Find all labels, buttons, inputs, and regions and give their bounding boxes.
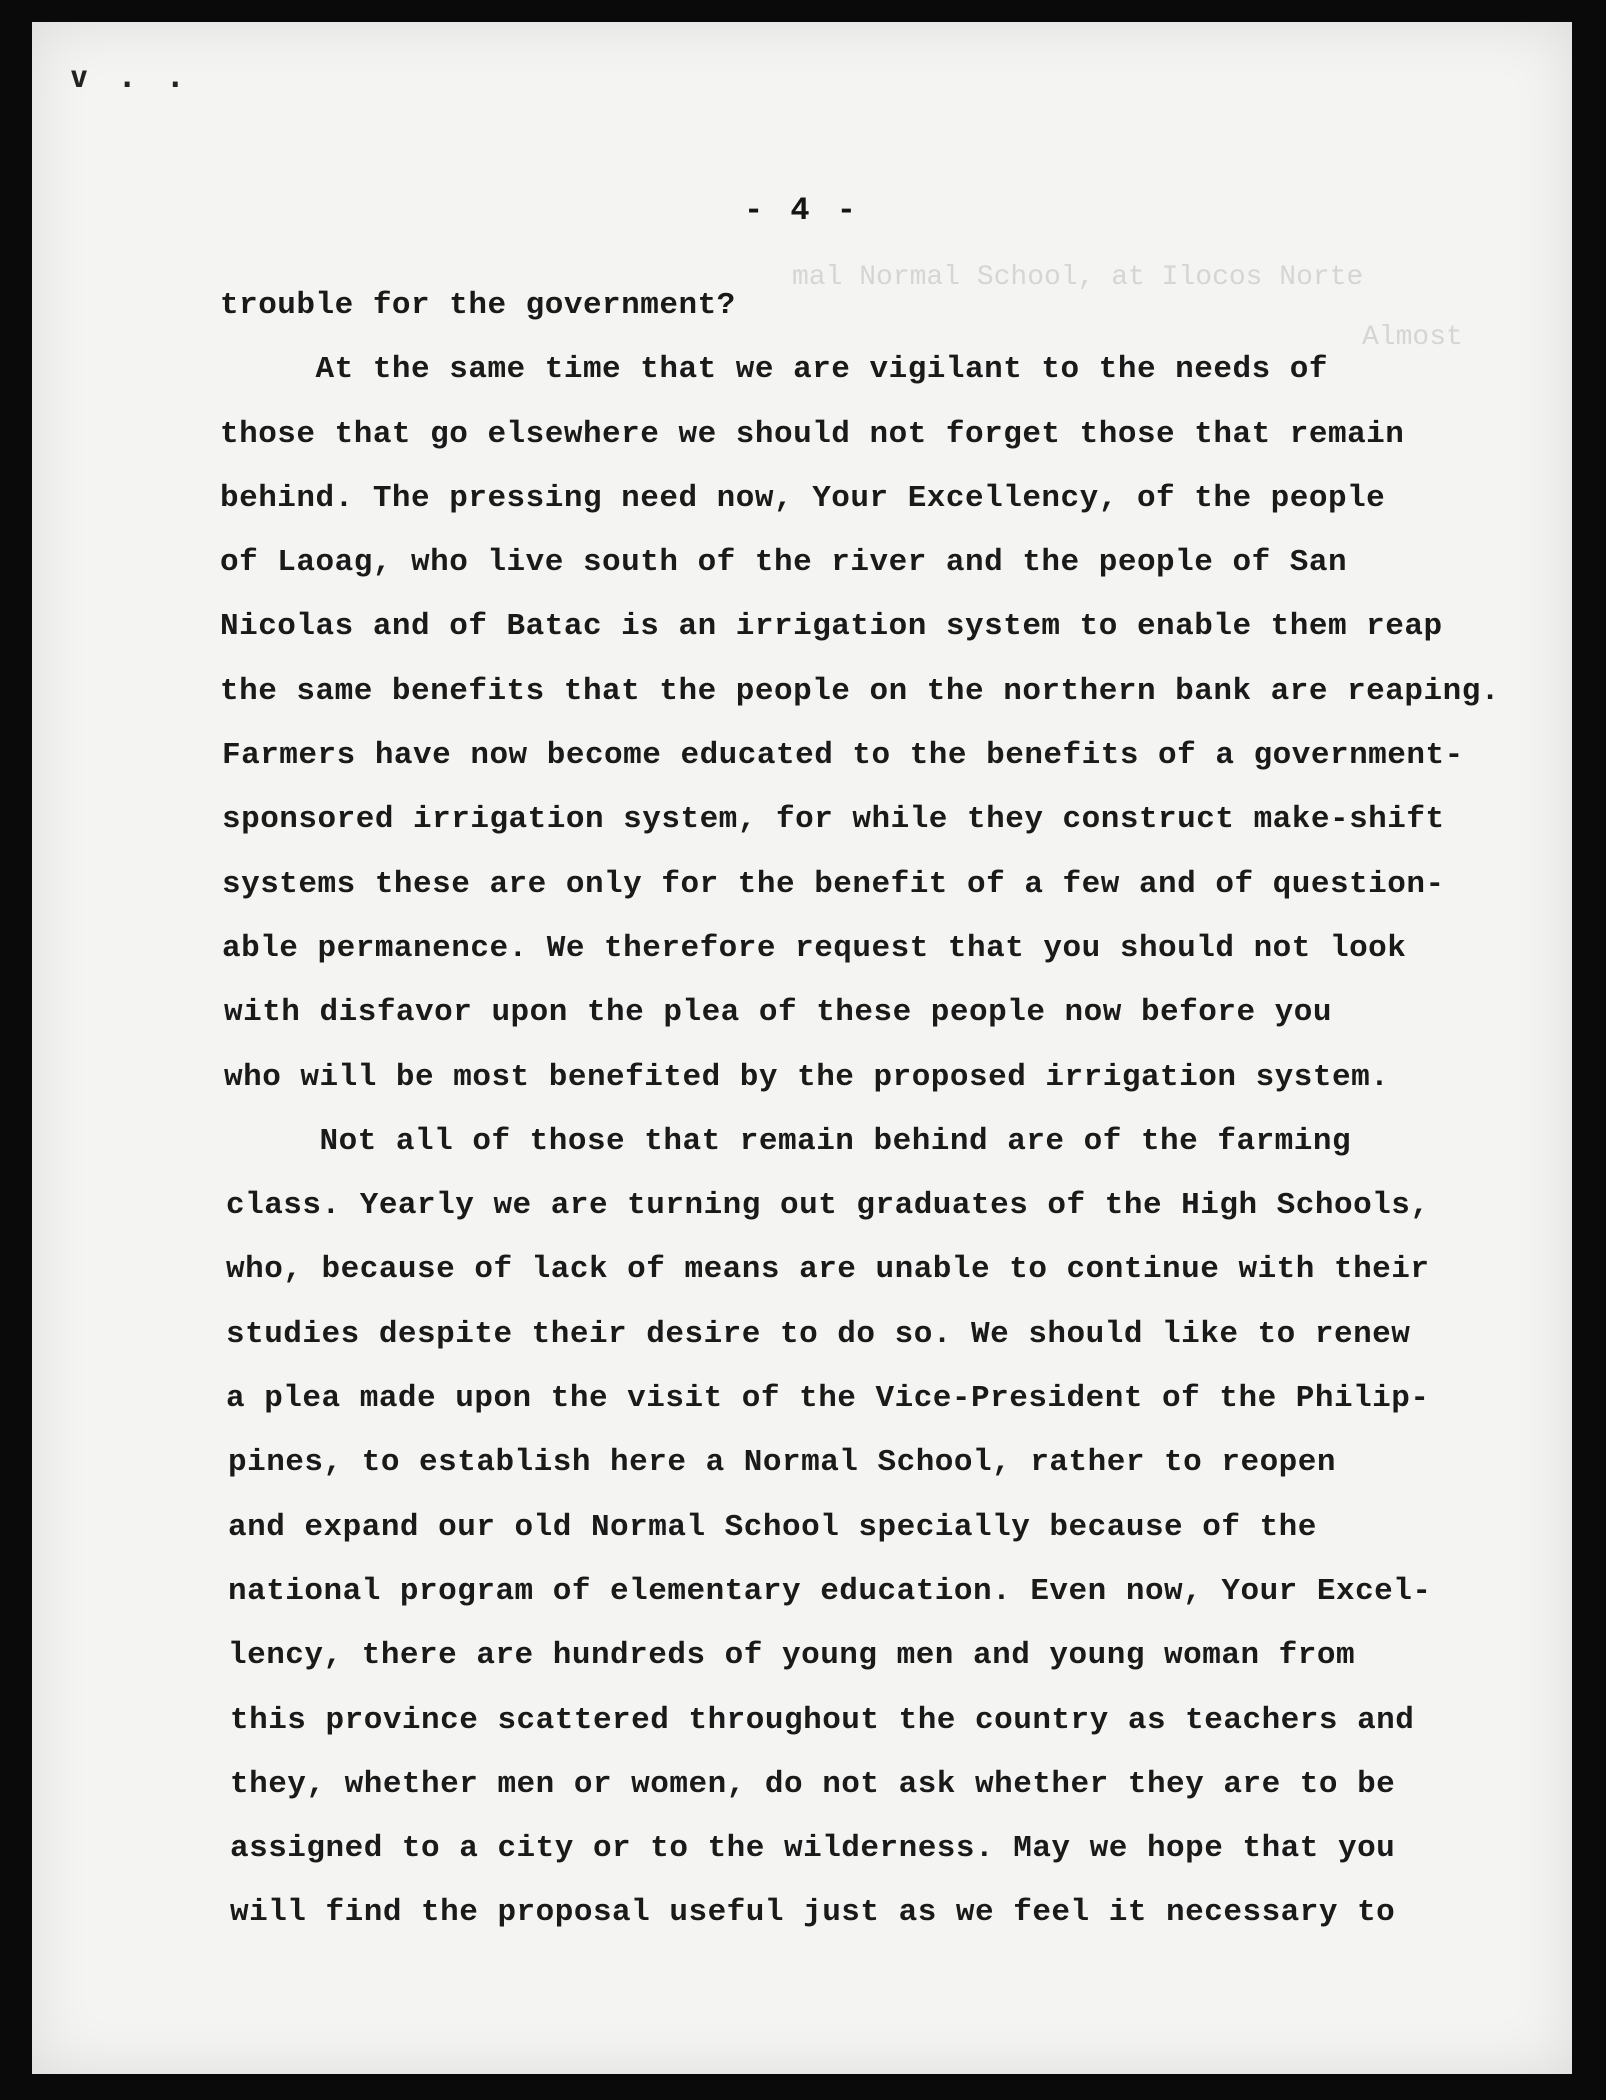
text-line: Farmers have now become educated to the benefits of a government-: [222, 738, 1464, 774]
text-line: and expand our old Normal School specially because of the: [228, 1509, 1317, 1545]
text-line: those that go elsewhere we should not forget those that remain: [220, 416, 1405, 452]
text-line: studies despite their desire to do so. We should like to renew: [226, 1316, 1411, 1352]
page-number: - 4 -: [743, 192, 860, 229]
text-line: who will be most benefited by the proposed irrigation system.: [224, 1059, 1390, 1095]
text-line: systems these are only for the benefit of a few and of question-: [222, 866, 1445, 902]
text-line: sponsored irrigation system, for while they construct make-shift: [222, 802, 1445, 838]
text-line: they, whether men or women, do not ask whether they are to be: [230, 1766, 1396, 1802]
text-line: with disfavor upon the plea of these people now before you: [224, 995, 1332, 1031]
text-line: will find the proposal useful just as we feel it necessary to: [230, 1895, 1396, 1931]
text-line: Nicolas and of Batac is an irrigation system to enable them reap: [220, 609, 1443, 645]
bleed-through-text: Almost: [1362, 322, 1463, 353]
text-line: class. Yearly we are turning out graduates of the High Schools,: [226, 1188, 1430, 1224]
text-line: Not all of those that remain behind are of the farming: [224, 1123, 1352, 1159]
text-line: lency, there are hundreds of young men and young woman from: [228, 1638, 1356, 1674]
text-line: national program of elementary education. Even now, Your Excel-: [228, 1573, 1432, 1609]
text-line: trouble for the government?: [220, 288, 736, 323]
text-line: able permanence. We therefore request that you should not look: [222, 930, 1407, 966]
text-line: pines, to establish here a Normal School, rather to reopen: [228, 1445, 1336, 1481]
text-line: At the same time that we are vigilant to the needs of: [220, 352, 1328, 388]
letter-body: [220, 274, 1572, 1946]
text-line: this province scattered throughout the country as teachers and: [230, 1702, 1415, 1738]
bleed-through-text: mal Normal School, at Ilocos Norte: [792, 262, 1364, 293]
text-line: who, because of lack of means are unable to continue with their: [226, 1252, 1430, 1288]
typed-page: [32, 22, 1572, 2074]
text-line: behind. The pressing need now, Your Excellency, of the people: [220, 480, 1386, 516]
corner-mark: v . .: [70, 60, 191, 95]
text-line: assigned to a city or to the wilderness. May we hope that you: [230, 1831, 1396, 1867]
text-line: a plea made upon the visit of the Vice-President of the Philip-: [226, 1381, 1430, 1417]
text-line: the same benefits that the people on the northern bank are reaping.: [220, 673, 1500, 709]
text-line: of Laoag, who live south of the river and the people of San: [220, 545, 1348, 581]
